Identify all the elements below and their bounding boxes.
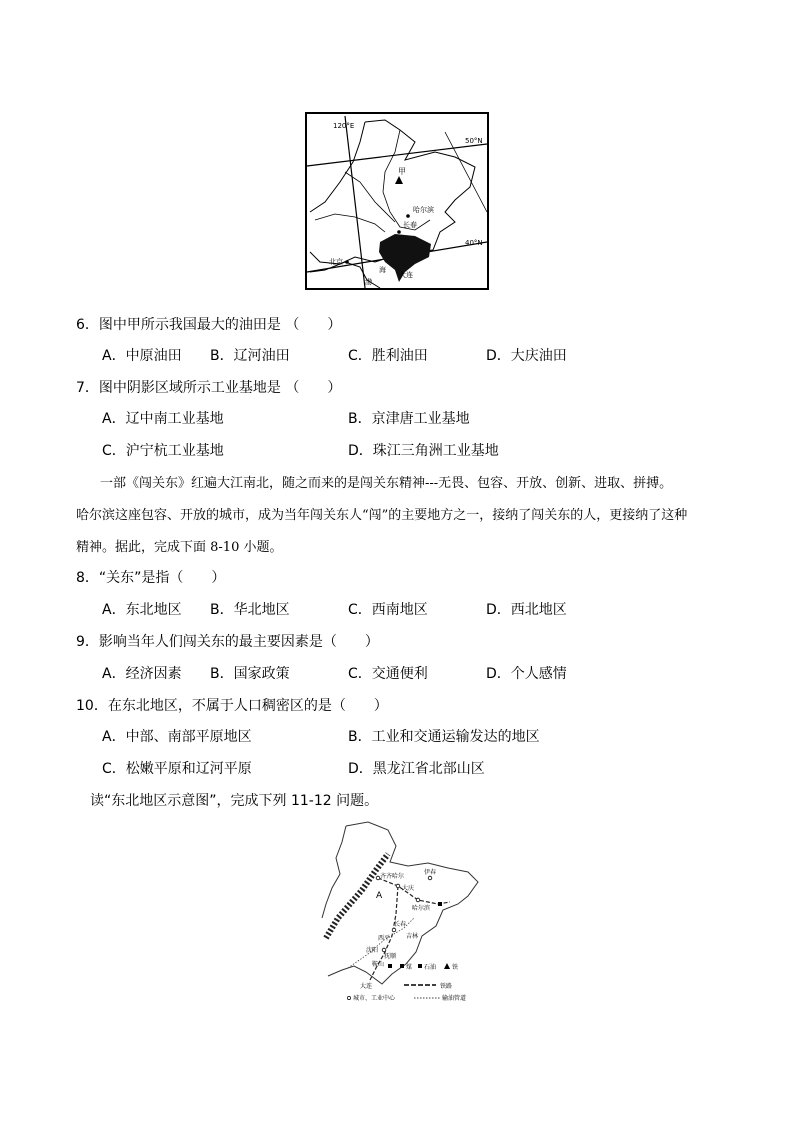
question-6-stem: 6．图中甲所示我国最大的油田是 （ ） bbox=[76, 317, 342, 333]
question-9-option-a[interactable]: A．经济因素 bbox=[102, 666, 182, 682]
question-7-option-b[interactable]: B．京津唐工业基地 bbox=[348, 411, 470, 427]
label-harbin: 哈尔滨 bbox=[413, 206, 434, 214]
legend-oil: 石油 bbox=[424, 964, 437, 971]
question-9-option-c[interactable]: C．交通便利 bbox=[348, 666, 428, 682]
intro-11-12: 读“东北地区示意图”，完成下列 11-12 问题。 bbox=[90, 793, 379, 809]
label-dalian: 大连 bbox=[360, 983, 373, 990]
label-lat40: 40°N bbox=[465, 239, 483, 247]
question-7-stem: 7．图中阴影区域所示工业基地是 （ ） bbox=[76, 380, 342, 396]
label-shenyang: 沈阳 bbox=[366, 947, 379, 954]
label-yichun: 伊春 bbox=[424, 869, 437, 876]
label-qiqihar: 齐齐哈尔 bbox=[380, 873, 405, 880]
question-10-option-d[interactable]: D．黑龙江省北部山区 bbox=[348, 761, 485, 777]
label-anshan: 鞍山 bbox=[372, 961, 385, 968]
question-10-option-c[interactable]: C．松嫩平原和辽河平原 bbox=[102, 761, 252, 777]
legend-pipeline: 输油管道 bbox=[442, 995, 467, 1002]
label-jilin: 吉林 bbox=[406, 933, 419, 940]
question-8-option-c[interactable]: C．西南地区 bbox=[348, 602, 428, 618]
label-daqing: 大庆 bbox=[402, 885, 415, 892]
question-10-option-b[interactable]: B．工业和交通运输发达的地区 bbox=[348, 729, 540, 745]
label-harbin: 哈尔滨 bbox=[412, 905, 431, 912]
legend-railway: 铁路 bbox=[440, 983, 453, 990]
question-6-option-c[interactable]: C．胜利油田 bbox=[348, 348, 428, 364]
question-8-stem: 8．“关东”是指（ ） bbox=[76, 570, 226, 586]
question-9-option-b[interactable]: B．国家政策 bbox=[210, 666, 290, 682]
label-lon120: 120°E bbox=[333, 122, 355, 130]
label-A: A bbox=[376, 891, 383, 901]
question-6-option-d[interactable]: D．大庆油田 bbox=[486, 348, 567, 364]
label-fushun: 抚顺 bbox=[384, 953, 397, 960]
label-dalian: 大连 bbox=[399, 271, 413, 279]
label-bo: 渤 bbox=[365, 278, 372, 286]
legend-iron: 铁 bbox=[452, 964, 459, 971]
question-7-option-c[interactable]: C．沪宁杭工业基地 bbox=[102, 443, 224, 459]
question-6-option-b[interactable]: B．辽河油田 bbox=[210, 348, 290, 364]
label-changchun: 长春 bbox=[403, 221, 417, 229]
question-10-stem: 10．在东北地区，不属于人口稠密区的是（ ） bbox=[76, 698, 388, 714]
question-7-option-a[interactable]: A．辽中南工业基地 bbox=[102, 411, 224, 427]
northeast-region-map bbox=[318, 818, 498, 1008]
question-8-option-d[interactable]: D．西北地区 bbox=[486, 602, 567, 618]
northeast-oilfield-map bbox=[305, 112, 489, 290]
legend-coal: 煤 bbox=[406, 964, 413, 971]
question-9-option-d[interactable]: D．个人感情 bbox=[486, 666, 567, 682]
question-10-option-a[interactable]: A．中部、南部平原地区 bbox=[102, 729, 252, 745]
label-changchun: 长春 bbox=[394, 921, 407, 928]
label-hai: 海 bbox=[379, 266, 386, 274]
question-8-option-a[interactable]: A．东北地区 bbox=[102, 602, 182, 618]
question-8-option-b[interactable]: B．华北地区 bbox=[210, 602, 290, 618]
label-jia: 甲 bbox=[398, 167, 406, 176]
legend-city: 城市、工业中心 bbox=[353, 995, 396, 1002]
label-xiping: 西平 bbox=[378, 935, 391, 942]
question-6-option-a[interactable]: A．中原油田 bbox=[102, 348, 182, 364]
label-beijing: 北京 bbox=[329, 258, 343, 266]
question-7-option-d[interactable]: D．珠江三角洲工业基地 bbox=[348, 443, 499, 459]
passage-line-3: 精神。据此，完成下面 8-10 小题。 bbox=[76, 540, 283, 555]
question-9-stem: 9．影响当年人们闯关东的最主要因素是（ ） bbox=[76, 634, 379, 650]
passage-line-2: 哈尔滨这座包容、开放的城市，成为当年闯关东人“闯”的主要地方之一，接纳了闯关东的人，更接纳了这种 bbox=[76, 508, 688, 523]
passage-line-1: 一部《闯关东》红遍大江南北，随之而来的是闯关东精神---无畏、包容、开放、创新、进取、拼搏。 bbox=[100, 476, 673, 491]
label-lat50: 50°N bbox=[465, 137, 483, 145]
